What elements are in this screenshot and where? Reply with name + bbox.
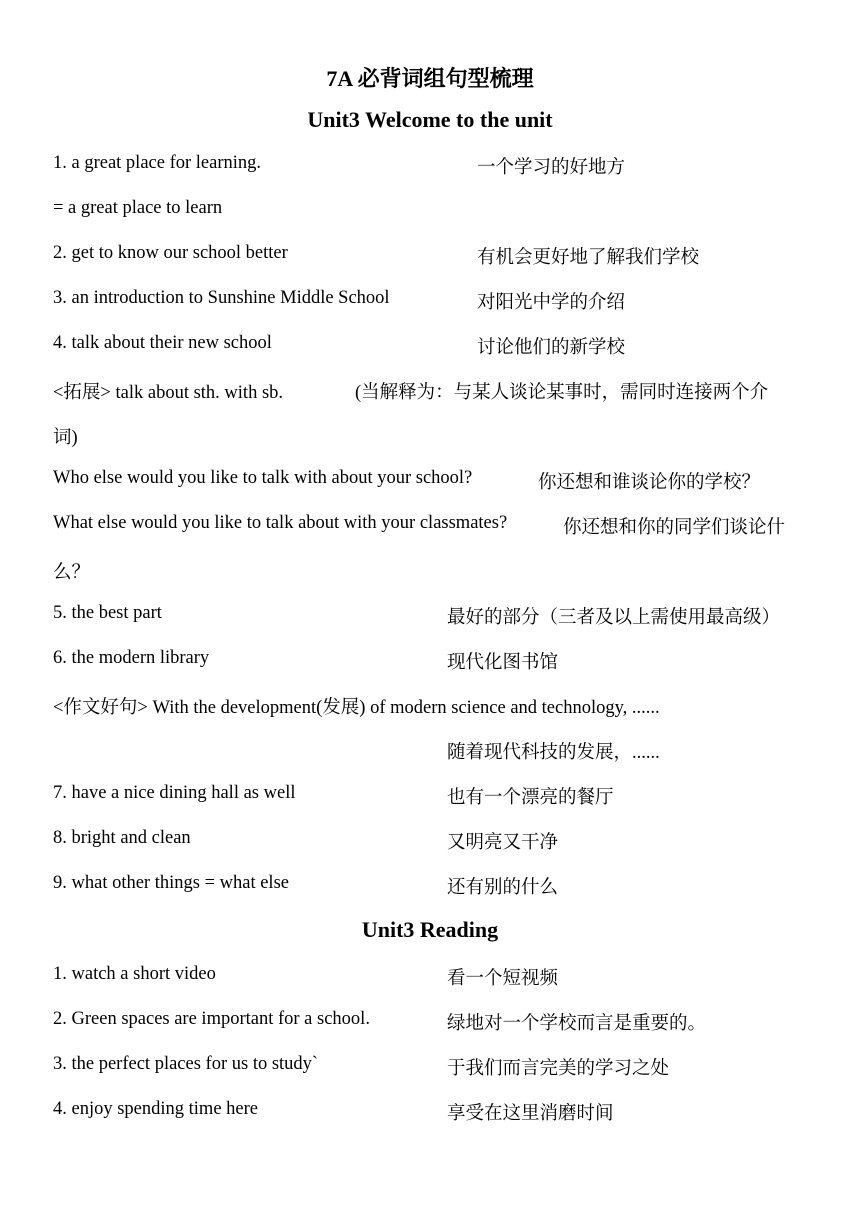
essay-sentence: <作文好句> With the development(发展) of modern science and technology, ...... bbox=[53, 698, 660, 718]
phrase-4: 4. talk about their new school bbox=[53, 333, 272, 353]
section-heading-reading: Unit3 Reading bbox=[361, 917, 499, 942]
extension-note-continued: 词) bbox=[53, 428, 78, 448]
reading-phrase-2-translation: 绿地对一个学校而言是重要的。 bbox=[447, 1014, 707, 1034]
phrase-5-translation: 最好的部分（三者及以上需使用最高级） bbox=[447, 608, 781, 628]
document-title: 7A 必背词组句型梳理 bbox=[326, 66, 534, 91]
reading-phrase-1: 1. watch a short video bbox=[53, 964, 216, 984]
phrase-5: 5. the best part bbox=[53, 603, 162, 623]
phrase-8: 8. bright and clean bbox=[53, 828, 191, 848]
phrase-1-alternative: = a great place to learn bbox=[53, 198, 223, 218]
reading-phrase-1-translation: 看一个短视频 bbox=[447, 969, 559, 989]
phrase-2: 2. get to know our school better bbox=[53, 243, 288, 263]
reading-phrase-4-translation: 享受在这里消磨时间 bbox=[447, 1104, 614, 1124]
example-question-1-translation: 你还想和谁谈论你的学校？ bbox=[538, 473, 761, 493]
phrase-2-translation: 有机会更好地了解我们学校 bbox=[477, 248, 700, 268]
extension-note: (当解释为：与某人谈论某事时，需同时连接两个介 bbox=[355, 383, 769, 403]
example-question-1: Who else would you like to talk with about your school? bbox=[53, 468, 473, 488]
phrase-3-translation: 对阳光中学的介绍 bbox=[477, 293, 626, 313]
phrase-3: 3. an introduction to Sunshine Middle School bbox=[53, 288, 390, 308]
example-question-2-translation-continued: 么？ bbox=[53, 563, 91, 583]
phrase-7-translation: 也有一个漂亮的餐厅 bbox=[447, 788, 614, 808]
phrase-8-translation: 又明亮又干净 bbox=[447, 833, 559, 853]
phrase-1-translation: 一个学习的好地方 bbox=[477, 158, 626, 178]
phrase-9-translation: 还有别的什么 bbox=[447, 878, 559, 898]
example-question-2-translation: 你还想和你的同学们谈论什 bbox=[563, 518, 786, 538]
phrase-4-translation: 讨论他们的新学校 bbox=[477, 338, 626, 358]
phrase-6-translation: 现代化图书馆 bbox=[447, 653, 559, 673]
reading-phrase-3-translation: 于我们而言完美的学习之处 bbox=[447, 1059, 670, 1079]
reading-phrase-4: 4. enjoy spending time here bbox=[53, 1099, 258, 1119]
phrase-9: 9. what other things = what else bbox=[53, 873, 289, 893]
section-heading-welcome: Unit3 Welcome to the unit bbox=[307, 107, 553, 132]
phrase-6: 6. the modern library bbox=[53, 648, 210, 668]
extension-phrase: <拓展> talk about sth. with sb. bbox=[53, 383, 284, 403]
reading-phrase-2: 2. Green spaces are important for a school. bbox=[53, 1009, 370, 1029]
phrase-7: 7. have a nice dining hall as well bbox=[53, 783, 296, 803]
reading-phrase-3: 3. the perfect places for us to study` bbox=[53, 1054, 319, 1074]
essay-sentence-translation: 随着现代科技的发展，...... bbox=[447, 743, 660, 763]
example-question-2: What else would you like to talk about with your classmates? bbox=[53, 513, 508, 533]
phrase-1: 1. a great place for learning. bbox=[53, 153, 262, 173]
